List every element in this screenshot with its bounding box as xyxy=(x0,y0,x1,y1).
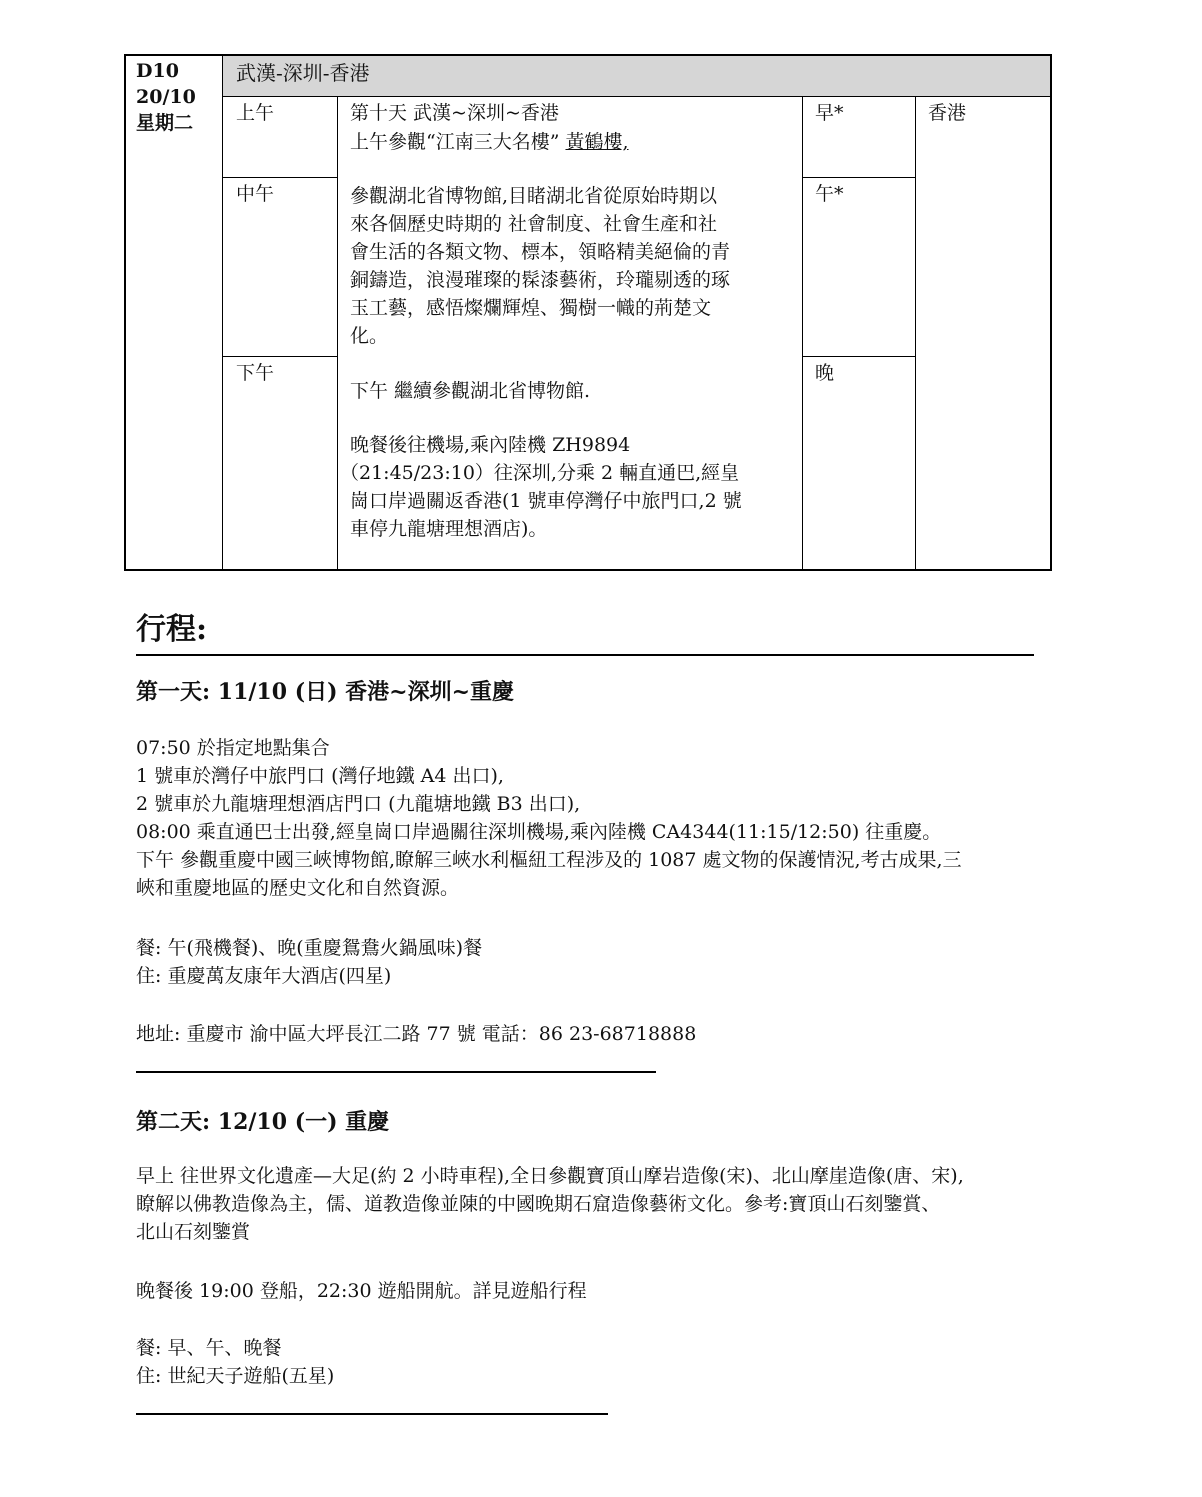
day1-line-4: 08:00 乘直通巴士出發,經皇崗口岸過關往深圳機場,乘內陸機 CA4344(11:15/12:50) 往重慶。 xyxy=(136,821,942,843)
route-title: 武漢-深圳-香港 xyxy=(236,61,370,85)
col-divider-1 xyxy=(222,54,223,571)
day1-title: 第一天: 11/10 (日) 香港~深圳~重慶 xyxy=(136,679,515,705)
table-bottom-border xyxy=(124,569,1052,571)
day1-line-6: 峽和重慶地區的歷史文化和自然資源。 xyxy=(136,877,460,899)
heading-rule xyxy=(136,654,1034,656)
day1-meals: 餐: 午(飛機餐)、晚(重慶鴛鴦火鍋風味)餐 xyxy=(136,937,483,959)
table-top-border xyxy=(124,54,1052,56)
morning-line-1: 第十天 武漢~深圳~香港 xyxy=(350,102,559,124)
day-code: D10 xyxy=(136,60,179,82)
noon-line-4: 銅鑄造，浪漫璀璨的髹漆藝術，玲瓏剔透的琢 xyxy=(350,269,731,291)
evening-line-3: 崗口岸過關返香港(1 號車停灣仔中旅門口,2 號 xyxy=(350,490,742,512)
table-right-border xyxy=(1050,54,1052,571)
meal-divider-1 xyxy=(802,177,915,178)
day2-line-3: 北山石刻鑒賞 xyxy=(136,1221,251,1243)
meal-lunch: 午* xyxy=(815,183,844,205)
day1-line-1: 07:50 於指定地點集合 xyxy=(136,737,330,759)
col-divider-2 xyxy=(337,97,338,571)
day-date: 20/10 xyxy=(136,86,196,108)
morning-line-2-text: 上午參觀“江南三大名樓” xyxy=(350,131,560,153)
hotel-location: 香港 xyxy=(928,102,967,124)
period-noon: 中午 xyxy=(236,183,275,205)
day1-rule xyxy=(136,1071,656,1073)
noon-line-1: 參觀湖北省博物館,目睹湖北省從原始時期以 xyxy=(350,185,718,207)
day2-cruise: 晚餐後 19:00 登船，22:30 遊船開航。詳見遊船行程 xyxy=(136,1280,587,1302)
evening-line-2: （21:45/23:10）往深圳,分乘 2 輛直通巴,經皇 xyxy=(340,462,740,484)
day2-stay: 住: 世紀天子遊船(五星) xyxy=(136,1365,335,1387)
day2-meals: 餐: 早、午、晚餐 xyxy=(136,1337,282,1359)
itinerary-table xyxy=(0,0,1202,580)
yellow-crane-tower-link: 黃鶴樓, xyxy=(565,131,629,153)
day1-line-5: 下午 參觀重慶中國三峽博物館,瞭解三峽水利樞紐工程涉及的 1087 處文物的保護情況,考古成果,三 xyxy=(136,849,962,871)
noon-line-2: 來各個歷史時期的 社會制度、社會生產和社 xyxy=(350,213,718,235)
day1-line-2: 1 號車於灣仔中旅門口 (灣仔地鐵 A4 出口), xyxy=(136,765,504,787)
period-afternoon: 下午 xyxy=(236,362,275,384)
day2-rule xyxy=(136,1413,608,1415)
period-divider-1 xyxy=(222,177,337,178)
day2-title: 第二天: 12/10 (一) 重慶 xyxy=(136,1109,390,1135)
period-divider-2 xyxy=(222,356,337,357)
day2-line-1: 早上 往世界文化遺產—大足(約 2 小時車程),全日參觀寶頂山摩岩造像(宋)、北山摩崖造像(唐、宋), xyxy=(136,1165,964,1187)
meal-breakfast: 早* xyxy=(815,102,844,124)
header-divider xyxy=(222,96,1052,97)
noon-line-5: 玉工藝，感悟燦爛輝煌、獨樹一幟的荊楚文 xyxy=(350,297,712,319)
morning-line-2 xyxy=(350,129,629,156)
noon-line-6: 化。 xyxy=(350,325,389,347)
meal-divider-2 xyxy=(802,356,915,357)
evening-line-1: 晚餐後往機場,乘內陸機 ZH9894 xyxy=(350,434,631,456)
table-left-border xyxy=(124,54,126,571)
day1-stay: 住: 重慶萬友康年大酒店(四星) xyxy=(136,965,392,987)
day2-line-2: 瞭解以佛教造像為主，儒、道教造像並陳的中國晚期石窟造像藝術文化。參考:寶頂山石刻鑒賞、 xyxy=(136,1193,941,1215)
afternoon-line: 下午 繼續參觀湖北省博物館. xyxy=(350,380,591,402)
day1-line-3: 2 號車於九龍塘理想酒店門口 (九龍塘地鐵 B3 出口), xyxy=(136,793,581,815)
col-divider-3 xyxy=(802,97,803,571)
evening-line-4: 車停九龍塘理想酒店)。 xyxy=(350,518,548,540)
day1-address: 地址: 重慶市 渝中區大坪長江二路 77 號 電話：86 23-68718888 xyxy=(136,1023,697,1045)
noon-line-3: 會生活的各類文物、標本，領略精美絕倫的青 xyxy=(350,241,731,263)
col-divider-4 xyxy=(915,97,916,571)
meal-dinner: 晚 xyxy=(815,362,835,384)
day-weekday: 星期二 xyxy=(136,112,194,134)
period-morning: 上午 xyxy=(236,102,275,124)
itinerary-heading: 行程: xyxy=(136,612,208,647)
